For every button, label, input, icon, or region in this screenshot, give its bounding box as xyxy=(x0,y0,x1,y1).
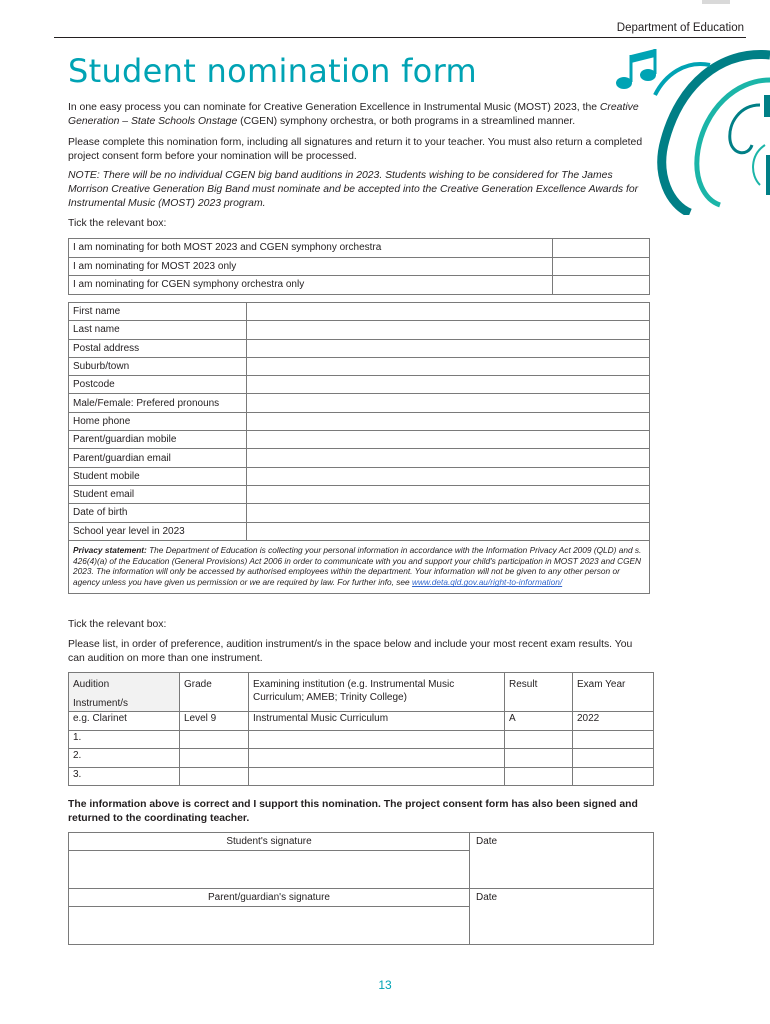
institution-cell[interactable] xyxy=(249,730,505,749)
student-email-label: Student email xyxy=(69,485,247,503)
nomination-option-row xyxy=(69,239,650,258)
music-note-icon xyxy=(616,49,656,89)
result-cell[interactable] xyxy=(505,749,573,768)
postcode-field[interactable] xyxy=(247,376,650,394)
instructions-paragraph: Please complete this nomination form, including all signatures and return it to your teacher. You must also return a completed project consent form before your nomination will be processed. xyxy=(68,137,643,162)
example-institution: Instrumental Music Curriculum xyxy=(249,712,505,731)
parent-email-label: Parent/guardian email xyxy=(69,449,247,467)
tick-instruction: Tick the relevant box: xyxy=(68,218,167,229)
instrument-cell[interactable]: 2. xyxy=(69,749,180,768)
instrument-header: Audition Instrument/s xyxy=(69,673,180,712)
pronouns-label: Male/Female: Prefered pronouns xyxy=(69,394,247,412)
audition-table xyxy=(68,672,654,786)
nomination-option-label: I am nominating for both MOST 2023 and CGEN symphony orchestra xyxy=(69,239,553,258)
pronouns-field[interactable] xyxy=(247,394,650,412)
institution-cell[interactable] xyxy=(249,767,505,786)
example-instrument: e.g. Clarinet xyxy=(69,712,180,731)
suburb-label: Suburb/town xyxy=(69,357,247,375)
instrument-cell[interactable]: 1. xyxy=(69,730,180,749)
institution-cell[interactable] xyxy=(249,749,505,768)
header-divider xyxy=(54,37,746,38)
grade-cell[interactable] xyxy=(180,749,249,768)
nomination-option-checkbox[interactable] xyxy=(553,239,650,258)
intro-paragraph: In one easy process you can nominate for Creative Generation Excellence in Instrumental Music (MOST) 2023, the Creative Generation – State Schools Onstage (CGEN) symphony orchestra, or both programs in a streamlined manner. xyxy=(68,102,639,127)
audition-instructions: Please list, in order of preference, audition instrument/s in the space below and include your most recent exam results. You can audition on more than one instrument. xyxy=(68,639,633,664)
parent-signature-field[interactable] xyxy=(69,907,470,945)
header-logo-fragment xyxy=(702,0,730,4)
example-year: 2022 xyxy=(573,712,654,731)
year-cell[interactable] xyxy=(573,730,654,749)
audition-table-header xyxy=(69,673,654,712)
student-details-table xyxy=(68,302,650,594)
nomination-option-checkbox[interactable] xyxy=(553,257,650,276)
first-name-field[interactable] xyxy=(247,303,650,321)
suburb-field[interactable] xyxy=(247,357,650,375)
table-row xyxy=(69,730,654,749)
student-date-field[interactable]: Date xyxy=(470,833,654,889)
nomination-option-label: I am nominating for CGEN symphony orchestra only xyxy=(69,276,553,295)
nomination-option-row xyxy=(69,257,650,276)
student-signature-label: Student's signature xyxy=(69,833,470,851)
nomination-option-label: I am nominating for MOST 2023 only xyxy=(69,257,553,276)
school-year-field[interactable] xyxy=(247,522,650,540)
signature-table xyxy=(68,832,654,945)
student-email-field[interactable] xyxy=(247,485,650,503)
last-name-field[interactable] xyxy=(247,321,650,339)
grade-cell[interactable] xyxy=(180,730,249,749)
school-year-label: School year level in 2023 xyxy=(69,522,247,540)
postal-address-field[interactable] xyxy=(247,339,650,357)
page-title: Student nomination form xyxy=(68,52,477,90)
result-cell[interactable] xyxy=(505,730,573,749)
table-row xyxy=(69,767,654,786)
exam-year-header: Exam Year xyxy=(573,673,654,712)
note-paragraph: NOTE: There will be no individual CGEN big band auditions in 2023. Students wishing to be considered for The James Morrison Creative Generation Big Band must nominate and be accepted into the Creative Generation Excellence Awards for Instrumental Music (MOST) 2023 program. xyxy=(68,170,639,209)
privacy-statement: Privacy statement: The Department of Education is collecting your personal information in accordance with the Information Privacy Act 2009 (QLD) and s. 426(4)(a) of the Education (General Provisions) Act 2006 in order to communicate with you and support your child's participation in MOST 2023 and CGEN 2023. The information will only be accessed by authorised employees within the department. Your information will not be given to any other person or agency unless you have given us permission or we are required by law. For further info, see www.deta.qld.gov.au/right-to-information/ xyxy=(69,540,650,593)
result-cell[interactable] xyxy=(505,767,573,786)
grade-cell[interactable] xyxy=(180,767,249,786)
nomination-options-table xyxy=(68,238,650,295)
last-name-label: Last name xyxy=(69,321,247,339)
department-name: Department of Education xyxy=(616,22,744,34)
example-result: A xyxy=(505,712,573,731)
instrument-cell[interactable]: 3. xyxy=(69,767,180,786)
postcode-label: Postcode xyxy=(69,376,247,394)
year-cell[interactable] xyxy=(573,749,654,768)
home-phone-label: Home phone xyxy=(69,412,247,430)
parent-mobile-field[interactable] xyxy=(247,431,650,449)
grade-header: Grade xyxy=(180,673,249,712)
page-number: 13 xyxy=(378,978,392,992)
result-header: Result xyxy=(505,673,573,712)
postal-address-label: Postal address xyxy=(69,339,247,357)
student-mobile-field[interactable] xyxy=(247,467,650,485)
example-grade: Level 9 xyxy=(180,712,249,731)
date-of-birth-field[interactable] xyxy=(247,504,650,522)
declaration-text: The information above is correct and I support this nomination. The project consent form has also been signed and returned to the coordinating teacher. xyxy=(68,799,638,824)
date-of-birth-label: Date of birth xyxy=(69,504,247,522)
home-phone-field[interactable] xyxy=(247,412,650,430)
parent-email-field[interactable] xyxy=(247,449,650,467)
nomination-option-checkbox[interactable] xyxy=(553,276,650,295)
table-row xyxy=(69,749,654,768)
privacy-link[interactable]: www.deta.qld.gov.au/right-to-information/ xyxy=(411,577,563,588)
parent-mobile-label: Parent/guardian mobile xyxy=(69,431,247,449)
audition-tick-instruction: Tick the relevant box: xyxy=(68,619,167,630)
student-mobile-label: Student mobile xyxy=(69,467,247,485)
student-signature-field[interactable] xyxy=(69,851,470,889)
nomination-option-row xyxy=(69,276,650,295)
first-name-label: First name xyxy=(69,303,247,321)
year-cell[interactable] xyxy=(573,767,654,786)
example-row xyxy=(69,712,654,731)
institution-header: Examining institution (e.g. Instrumental Music Curriculum; AMEB; Trinity College) xyxy=(249,673,505,712)
parent-date-field[interactable]: Date xyxy=(470,889,654,945)
parent-signature-label: Parent/guardian's signature xyxy=(69,889,470,907)
